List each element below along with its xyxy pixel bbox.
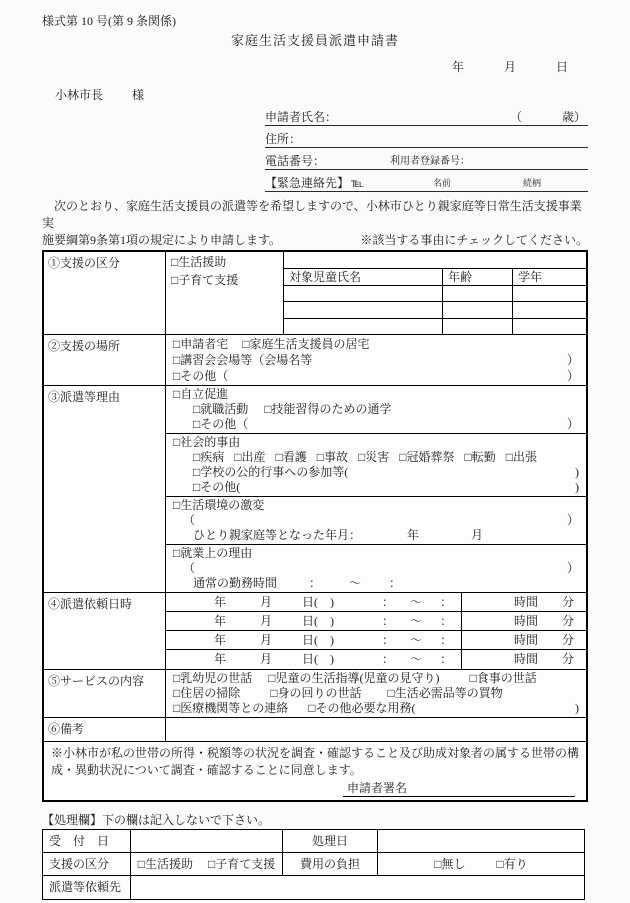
open-paren: （: [183, 561, 196, 575]
work-hours-label: 通常の勤務時間: [193, 576, 278, 590]
checkbox-business-trip[interactable]: □出張: [505, 450, 537, 464]
cost-burden-label: 費用の負担: [283, 853, 378, 875]
child-row: [284, 302, 586, 318]
close-paren: ): [575, 465, 579, 479]
month-label: 月: [471, 528, 484, 542]
section2-label: ②支援の場所: [44, 335, 166, 385]
checkbox-service-other[interactable]: □その他必要な用務(: [308, 701, 416, 715]
child-grade-header: 学年: [518, 270, 543, 284]
processing-row-category: [43, 853, 584, 876]
age-field[interactable]: （ 歳）: [509, 110, 586, 124]
checkbox-life-assistance[interactable]: □生活援助: [171, 255, 227, 269]
reason-block-environment-change: [166, 497, 586, 545]
dispatch-destination-cell[interactable]: [131, 876, 584, 899]
checkbox-skill-training-commute[interactable]: □技能習得のための通学: [264, 402, 392, 416]
child-grade-cell[interactable]: [513, 319, 586, 334]
child-grade-cell[interactable]: [513, 286, 586, 301]
row-support-place: [44, 335, 586, 386]
form-number: 様式第 10 号(第 9 条関係): [42, 14, 176, 28]
applicant-name-label: 申請者氏名：: [265, 110, 338, 124]
checkbox-social-other[interactable]: □その他(: [193, 480, 241, 494]
date-request-row[interactable]: 年 月 日( ) ： 〜 ： 時間 分: [166, 593, 586, 612]
section5-label: ⑤サービスの内容: [44, 670, 166, 717]
date-request-row[interactable]: 年 月 日( ) ： 〜 ： 時間 分: [166, 650, 586, 669]
addressee-name: 小林市長: [55, 88, 104, 102]
intro-line1: 次のとおり、家庭生活支援員の派遣等を希望しますので、小林市ひとり親家庭等日常生活支援事業実: [42, 199, 582, 230]
checkbox-disaster[interactable]: □災害: [358, 450, 390, 464]
checkbox-environment-change[interactable]: □生活環境の激変: [173, 498, 265, 512]
child-table-spacer: [284, 252, 586, 268]
page-title: 家庭生活支援員派遣申請書: [230, 33, 399, 48]
date-request-row[interactable]: 年 月 日( ) ： 〜 ： 時間 分: [166, 631, 586, 650]
row-consent: [44, 742, 586, 800]
support-category-label: 支援の区分: [43, 853, 131, 875]
row-dispatch-reason: [44, 386, 586, 593]
child-name-cell[interactable]: [284, 302, 443, 317]
checkbox-nursing[interactable]: □看護: [275, 450, 307, 464]
child-row: [284, 286, 586, 302]
applicant-info-block: [265, 104, 588, 192]
child-row: [284, 319, 586, 334]
checkbox-cost-yes[interactable]: □有り: [496, 857, 528, 871]
tilde: 〜: [349, 576, 362, 590]
signature-label: 申請者署名: [347, 781, 408, 795]
row-remarks: [44, 718, 586, 742]
section3-label: ③派遣等理由: [44, 386, 166, 592]
phone-field[interactable]: [265, 148, 588, 170]
addressee: [42, 86, 588, 101]
close-paren: ）: [566, 369, 579, 383]
checkbox-independence-other[interactable]: □その他（: [193, 417, 249, 431]
checkbox-supporter-home[interactable]: □家庭生活支援員の居宅: [242, 337, 370, 351]
child-grade-cell[interactable]: [513, 302, 586, 317]
processing-date-cell[interactable]: [378, 830, 584, 852]
check-instruction-note: ※該当する事由にチェックしてください。: [360, 233, 588, 247]
colon: ：: [309, 576, 322, 590]
address-label: 住所：: [265, 132, 302, 146]
checkbox-infant-care[interactable]: □乳幼児の世話: [173, 671, 253, 685]
checkbox-job-hunting[interactable]: □就職活動: [193, 402, 249, 416]
checkbox-independence-promotion[interactable]: □自立促進: [173, 387, 229, 401]
date-request-row[interactable]: 年 月 日( ) ： 〜 ： 時間 分: [166, 612, 586, 631]
single-parent-date-label: ひとり親家庭等となった年月：: [193, 528, 362, 542]
receipt-date-cell[interactable]: [131, 830, 283, 852]
checkbox-ceremonial[interactable]: □冠婚葬祭: [399, 450, 455, 464]
checkbox-social-reason[interactable]: □社会的事由: [173, 435, 241, 449]
checkbox-applicant-home[interactable]: □申請者宅: [173, 337, 229, 351]
row-support-category: [44, 252, 586, 335]
processing-table: [42, 829, 585, 900]
emergency-contact-field[interactable]: [265, 170, 588, 192]
target-children-table: [284, 268, 586, 334]
reason-block-work: [166, 545, 586, 592]
emergency-contact-label: 【緊急連絡先】: [265, 176, 350, 190]
open-paren: （: [183, 513, 196, 527]
signature-field[interactable]: [343, 780, 575, 797]
checkbox-personal-care[interactable]: □身の回りの世話: [270, 686, 362, 700]
reason-block-social: [166, 434, 586, 497]
child-name-header: 対象児童氏名: [284, 269, 443, 285]
checkbox-illness[interactable]: □疾病: [193, 450, 225, 464]
checkbox-place-other[interactable]: □その他（: [173, 369, 229, 383]
processing-date-label: 処理日: [283, 830, 378, 852]
month-label: 月: [503, 60, 516, 74]
remarks-cell[interactable]: [166, 718, 586, 741]
close-paren: ）: [566, 513, 579, 527]
section1-label: ①支援の区分: [44, 252, 166, 334]
processing-row-dates: [43, 830, 584, 853]
checkbox-medical-contact[interactable]: □医療機関等との連絡: [173, 701, 289, 715]
child-age-cell[interactable]: [443, 302, 513, 317]
child-name-cell[interactable]: [284, 286, 443, 301]
day-label: 日: [555, 60, 568, 74]
checkbox-childcare-support[interactable]: □子育て支援: [171, 273, 239, 287]
intro-line2: 施要綱第9条第1項の規定により申請します。: [42, 233, 282, 247]
applicant-name-field[interactable]: [265, 104, 588, 126]
checkbox-house-cleaning[interactable]: □住居の掃除: [173, 686, 241, 700]
addressee-honorific: 様: [132, 88, 145, 102]
row-service-content: [44, 670, 586, 718]
processing-heading: 【処理欄】下の欄は記入しないで下さい。: [42, 813, 271, 827]
processing-row-destination: [43, 876, 584, 899]
close-paren: ）: [566, 353, 579, 367]
checkbox-school-event[interactable]: □学校の公的行事への参加等(: [193, 465, 349, 479]
colon: ：: [389, 576, 402, 590]
checkbox-proc-life-assistance[interactable]: □生活援助: [137, 857, 193, 871]
checkbox-job-transfer[interactable]: □転勤: [464, 450, 496, 464]
dispatch-destination-label: 派遣等依頼先: [43, 876, 131, 899]
checkbox-proc-childcare-support[interactable]: □子育て支援: [208, 857, 276, 871]
year-label: 年: [451, 60, 464, 74]
close-paren: ): [575, 701, 579, 715]
checkbox-workshop-venue[interactable]: □講習会会場等（会場名等: [173, 353, 313, 367]
consent-text: ※小林市が私の世帯の所得・税額等の状況を調査・確認すること及び助成対象者の属する世帯の構成・異動状況について調査・確認することに同意します。: [51, 746, 580, 777]
checkbox-child-guidance[interactable]: □児童の生活指導(児童の見守り): [268, 671, 440, 685]
checkbox-childbirth[interactable]: □出産: [234, 450, 266, 464]
checkbox-accident[interactable]: □事故: [316, 450, 348, 464]
checkbox-work-reason[interactable]: □就業上の理由: [173, 546, 253, 560]
emergency-relation-label: 続柄: [523, 178, 542, 188]
phone-label: 電話番号：: [265, 154, 326, 168]
tel-icon: ℡: [351, 176, 364, 190]
close-paren: ）: [566, 561, 579, 575]
checkbox-cost-none[interactable]: □無し: [434, 857, 466, 871]
emergency-name-label: 名前: [433, 178, 452, 188]
reason-block-independence: [166, 386, 586, 434]
section6-label: ⑥備考: [44, 718, 166, 741]
receipt-date-label: 受 付 日: [43, 830, 131, 852]
registration-number-label: 利用者登録番号：: [390, 156, 470, 167]
address-field[interactable]: [265, 126, 588, 148]
application-table: [42, 250, 588, 802]
child-age-header: 年齢: [443, 269, 513, 285]
close-paren: ): [575, 480, 579, 494]
date-field[interactable]: [42, 58, 588, 73]
checkbox-meal-care[interactable]: □食事の世話: [469, 671, 537, 685]
year-label: 年: [407, 528, 420, 542]
close-paren: ）: [566, 417, 579, 431]
checkbox-shopping[interactable]: □生活必需品等の買物: [387, 686, 503, 700]
section4-label: ④派遣依頼日時: [44, 593, 166, 669]
child-age-cell[interactable]: [443, 319, 513, 334]
intro-paragraph: [42, 198, 588, 249]
row-dispatch-datetime: [44, 593, 586, 670]
child-age-cell[interactable]: [443, 286, 513, 301]
child-name-cell[interactable]: [284, 319, 443, 334]
